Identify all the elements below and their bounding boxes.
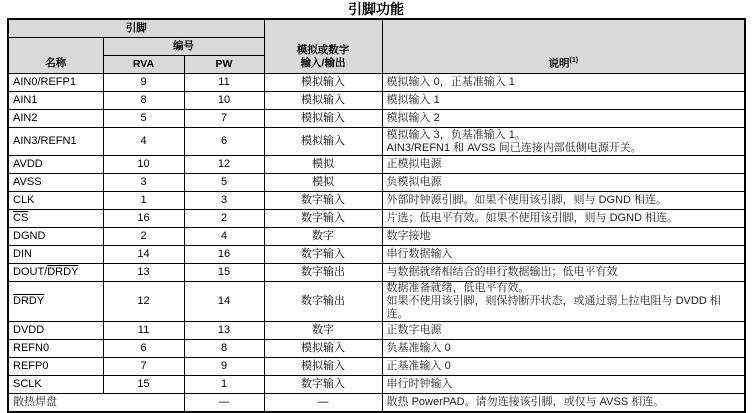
table-row [8,340,745,358]
pin-io: 模拟输入 [264,74,382,92]
header-name: 名称 [8,38,103,74]
pin-io: 模拟输入 [264,128,382,156]
pin-io: 模拟输入 [264,340,382,358]
header-rva: RVA [103,56,184,74]
pin-rva: 14 [103,246,184,264]
pin-io: 数字输入 [264,210,382,228]
table-row [8,156,745,174]
pin-desc: 模拟输入 2 [382,110,745,128]
table-row [8,110,745,128]
pin-pw: 14 [184,282,264,322]
pin-pw: 11 [184,74,264,92]
pin-name: REFN0 [8,340,103,358]
table-row [8,92,745,110]
pin-pw: 4 [184,228,264,246]
table-row [8,358,745,376]
pin-name: DGND [8,228,103,246]
pin-desc: 散热 PowerPAD。请勿连接该引脚，或仅与 AVSS 相连。 [382,394,745,413]
header-number: 编号 [103,38,264,56]
pin-io: 数字 [264,228,382,246]
pin-io: 模拟输入 [264,358,382,376]
pin-name: AVDD [8,156,103,174]
pin-pw: 15 [184,264,264,282]
table-row [8,282,745,322]
pin-name: AIN0/REFP1 [8,74,103,92]
pin-name: AVSS [8,174,103,192]
table-row [8,128,745,156]
pin-rva: 5 [103,110,184,128]
pin-rva: 16 [103,210,184,228]
pin-name: SCLK [8,376,103,394]
table-row [8,228,745,246]
pin-pw: 8 [184,340,264,358]
pin-io: 模拟输入 [264,92,382,110]
pin-io: 数字输入 [264,246,382,264]
pin-desc: 与数据就绪相结合的串行数据输出；低电平有效 [382,264,745,282]
pin-desc: 模拟输入 1 [382,92,745,110]
pin-rva: 15 [103,376,184,394]
table-row [8,174,745,192]
pin-rva: 10 [103,156,184,174]
table-row [8,210,745,228]
pin-desc: 负模拟电源 [382,174,745,192]
pin-pw: 9 [184,358,264,376]
pin-rva: 13 [103,264,184,282]
pin-rva: 12 [103,282,184,322]
pin-rva: 4 [103,128,184,156]
pin-name: $\overline{CS}$ [8,210,103,228]
pin-pw: 5 [184,174,264,192]
pin-name: 散热焊盘 [8,394,184,413]
pin-name: REFP0 [8,358,103,376]
pin-desc: 模拟输入 3，负基准输入 1。 AIN3/REFN1 和 AVSS 间已连接内部低侧电源开关。 [382,128,745,156]
header-pin: 引脚 [8,19,264,38]
table-row [8,322,745,340]
pin-pw: 3 [184,192,264,210]
table-row [8,246,745,264]
table-row-thermal [8,394,745,413]
pin-io: 模拟 [264,174,382,192]
pin-desc: 模拟输入 0，正基准输入 1 [382,74,745,92]
pin-rva: 6 [103,340,184,358]
pin-desc: 外部时钟源引脚。如果不使用该引脚，则与 DGND 相连。 [382,192,745,210]
header-desc: 说明$^{(1)}$ [382,19,745,74]
pin-rva: 11 [103,322,184,340]
pin-desc: 正基准输入 0 [382,358,745,376]
pin-name: AIN2 [8,110,103,128]
pin-name: DOUT/DRDY [8,264,103,282]
pin-rva: 1 [103,192,184,210]
pin-io: 数字输出 [264,264,382,282]
pin-functions-table [7,18,746,413]
pin-desc: 正数字电源 [382,322,745,340]
pin-io: 模拟输入 [264,110,382,128]
table-row [8,192,745,210]
pin-io: 模拟 [264,156,382,174]
pin-pw: — [184,394,264,413]
pin-io: 数字输入 [264,192,382,210]
pin-desc: 串行时钟输入 [382,376,745,394]
pin-desc: 正模拟电源 [382,156,745,174]
pin-rva: 7 [103,358,184,376]
pin-desc: 片选；低电平有效。如果不使用该引脚，则与 DGND 相连。 [382,210,745,228]
pin-io: 数字输入 [264,376,382,394]
pin-rva: 3 [103,174,184,192]
pin-name: AIN3/REFN1 [8,128,103,156]
page-title: 引脚功能 [348,1,404,17]
table-row [8,376,745,394]
table-row [8,264,745,282]
pin-desc: 串行数据输入 [382,246,745,264]
pin-pw: 6 [184,128,264,156]
table-row [8,74,745,92]
pin-rva: 9 [103,74,184,92]
pin-pw: 7 [184,110,264,128]
pin-pw: 2 [184,210,264,228]
pin-pw: 12 [184,156,264,174]
pin-name: AIN1 [8,92,103,110]
pin-rva: 8 [103,92,184,110]
pin-name: DVDD [8,322,103,340]
pin-desc: 数据准备就绪，低电平有效。 如果不使用该引脚，则保持断开状态，或通过弱上拉电阻与 DVDD 相连。 [382,282,745,322]
pin-io: — [264,394,382,413]
pin-name: CLK [8,192,103,210]
pin-io: 数字输出 [264,282,382,322]
pin-pw: 13 [184,322,264,340]
pin-name: DIN [8,246,103,264]
pin-pw: 10 [184,92,264,110]
pin-io: 数字 [264,322,382,340]
pin-desc: 负基准输入 0 [382,340,745,358]
pin-desc: 数字接地 [382,228,745,246]
header-pw: PW [184,56,264,74]
pin-pw: 16 [184,246,264,264]
pin-name: DRDY [8,282,103,322]
pin-pw: 1 [184,376,264,394]
pin-rva: 2 [103,228,184,246]
header-io: 模拟或数字 输入/输出 [264,19,382,74]
